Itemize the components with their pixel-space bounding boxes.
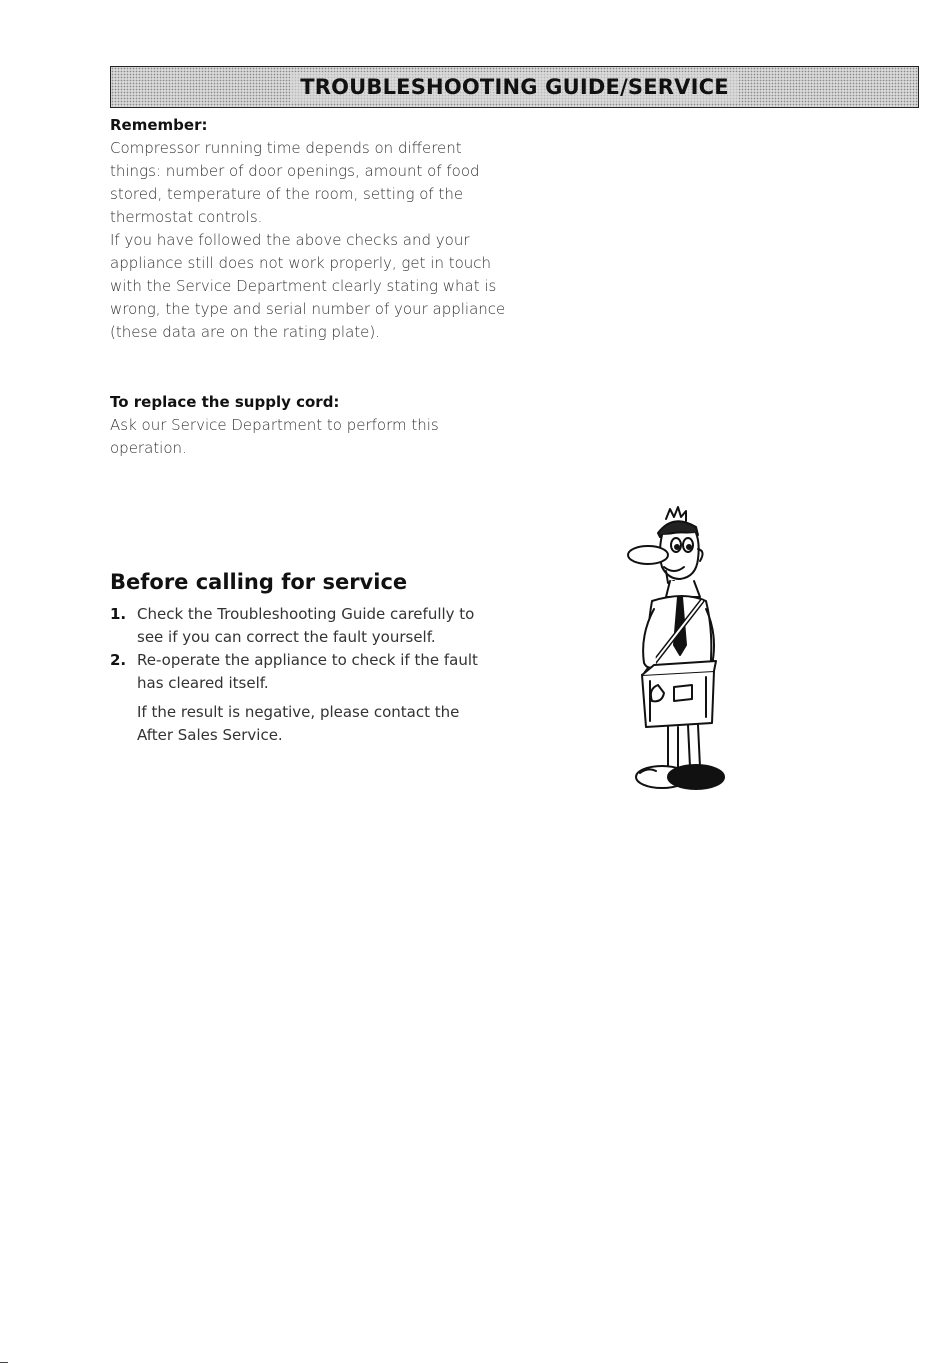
supply-cord-heading: To replace the supply cord: — [110, 393, 340, 411]
step-number: 2. — [110, 651, 127, 669]
list-item — [110, 603, 490, 649]
remember-paragraph-2: If you have followed the above checks and your appliance still does not work properly, get in touch with the Service Department clearly stating what is wrong, the type and serial number of your appliance (these data are on the rating plate). — [110, 231, 506, 341]
step-text: Re-operate the appliance to check if the fault has cleared itself. — [137, 651, 478, 692]
list-item — [110, 649, 490, 695]
step-text: Check the Troubleshooting Guide carefully to see if you can correct the fault yourself. — [137, 605, 475, 646]
service-man-illustration — [618, 505, 738, 800]
before-service-steps — [110, 603, 490, 695]
step-number: 1. — [110, 605, 127, 623]
remember-paragraph-1: Compressor running time depends on different things: number of door openings, amount of food stored, temperature of the room, setting of the thermostat controls. — [110, 139, 480, 226]
remember-section — [110, 114, 510, 344]
page-title: TROUBLESHOOTING GUIDE/SERVICE — [290, 72, 739, 102]
page-header-bar — [110, 66, 919, 108]
after-sales-note: If the result is negative, please contact the After Sales Service. — [137, 703, 460, 744]
before-service-heading: Before calling for service — [110, 570, 408, 594]
page-edge-mark — [0, 1362, 8, 1363]
supply-cord-paragraph: Ask our Service Department to perform this operation. — [110, 416, 439, 457]
remember-heading: Remember: — [110, 116, 208, 134]
supply-cord-section — [110, 391, 470, 460]
